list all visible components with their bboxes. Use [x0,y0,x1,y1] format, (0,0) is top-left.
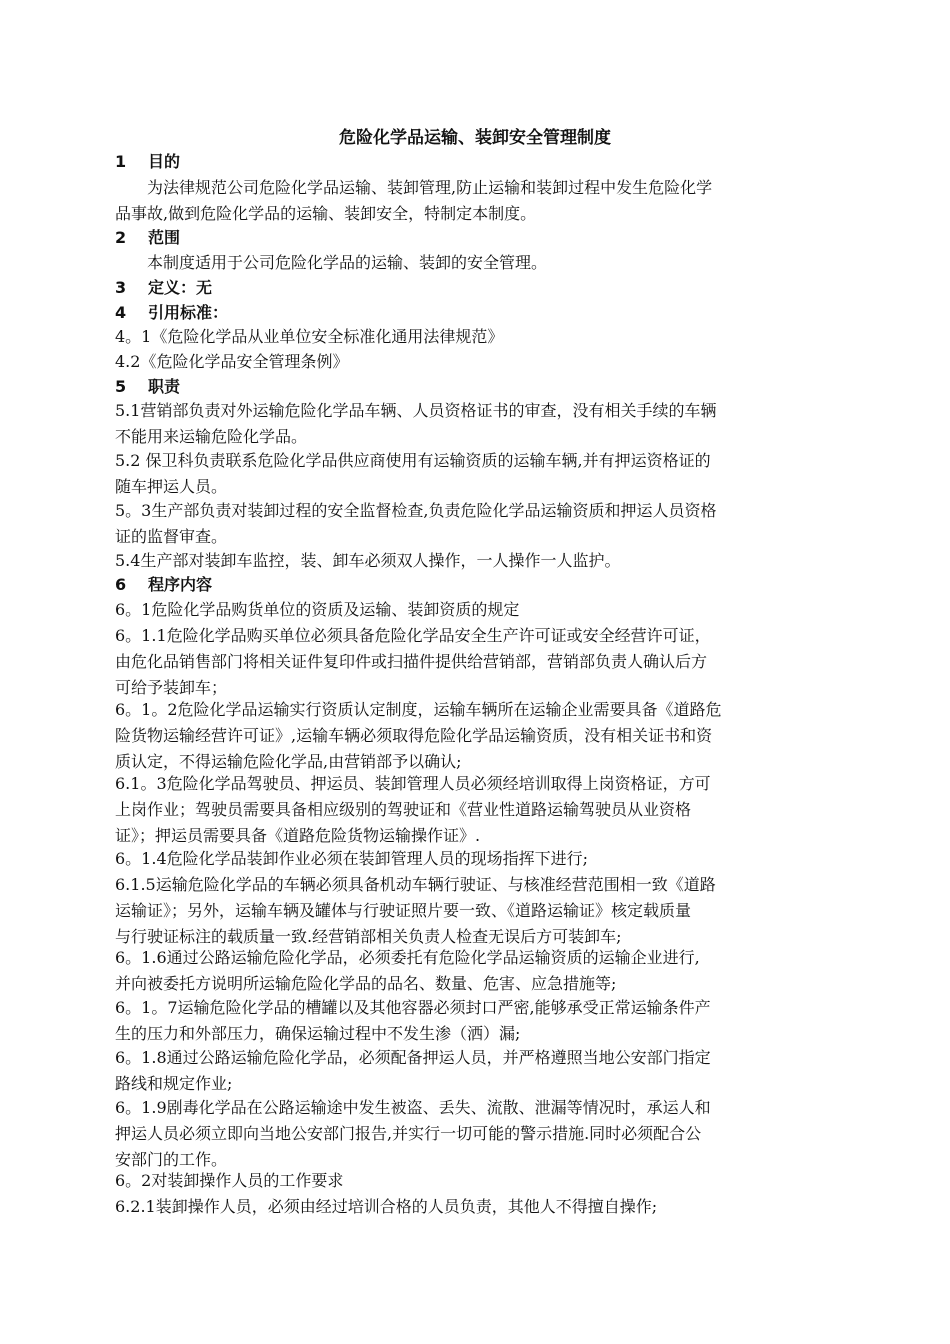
paragraph-5-4 [115,548,835,574]
paragraph-line: 6。1.1危险化学品购买单位必须具备危险化学品安全生产许可证或安全经营许可证， [115,626,711,645]
paragraph-line: 6。1。7运输危险化学品的槽罐以及其他容器必须封口严密,能够承受正常运输条件产 [115,998,711,1017]
paragraph-line: 质认定，不得运输危险化学品,由营销部予以确认; [115,752,462,771]
paragraph-line: 证的监督审查。 [115,527,228,546]
paragraph-line: 运输证》；另外，运输车辆及罐体与行驶证照片要一致、《道路运输证》核定载质量 [115,901,692,920]
paragraph-6-1-5 [115,872,835,950]
section-label: 目的 [148,152,181,171]
paragraph-line: 险货物运输经营许可证》,运输车辆必须取得危险化学品运输资质，没有相关证书和资 [115,726,713,745]
paragraph-line: 6。1.6通过公路运输危险化学品，必须委托有危险化学品运输资质的运输企业进行, [115,948,700,967]
section-number: 3 [115,278,127,297]
paragraph-line: 4.2《危险化学品安全管理条例》 [115,352,349,371]
paragraph-6-1-7 [115,995,835,1047]
paragraph-line: 由危化品销售部门将相关证件复印件或扫描件提供给营销部，营销部负责人确认后方 [115,652,708,671]
section-number: 2 [115,228,127,247]
paragraph-line: 证》；押运员需要具备《道路危险货物运输操作证》. [115,826,481,845]
paragraph-5-3 [115,498,835,550]
paragraph-line: 5.4生产部对装卸车监控，装、卸车必须双人操作，一人操作一人监护。 [115,551,621,570]
paragraph-6-1-6 [115,945,835,997]
paragraph-5-1 [115,398,835,450]
paragraph-6-1-3 [115,771,835,849]
paragraph-purpose [115,175,835,227]
paragraph-line: 为法律规范公司危险化学品运输、装卸管理,防止运输和装卸过程中发生危险化学 [115,178,713,197]
section-heading-definitions [115,275,212,301]
paragraph-6-1-8 [115,1045,835,1097]
paragraph-6-1-2 [115,697,835,775]
section-heading-responsibilities [115,374,180,400]
section-heading-purpose [115,149,180,175]
paragraph-6-2 [115,1168,835,1194]
paragraph-line: 随车押运人员。 [115,477,228,496]
paragraph-line: 6。1.9剧毒化学品在公路运输途中发生被盗、丢失、流散、泄漏等情况时，承运人和 [115,1098,711,1117]
paragraph-line: 6。1.4危险化学品装卸作业必须在装卸管理人员的现场指挥下进行; [115,849,589,868]
paragraph-line: 上岗作业；驾驶员需要具备相应级别的驾驶证和《营业性道路运输驾驶员从业资格 [115,800,692,819]
section-label: 职责 [148,377,181,396]
paragraph-4-2 [115,349,835,375]
section-number: 6 [115,575,127,594]
paragraph-6-2-1 [115,1194,835,1220]
section-number: 4 [115,303,127,322]
paragraph-line: 不能用来运输危险化学品。 [115,427,308,446]
section-number: 1 [115,152,127,171]
paragraph-line: 6。1.8通过公路运输危险化学品，必须配备押运人员，并严格遵照当地公安部门指定 [115,1048,711,1067]
section-heading-references [115,300,228,326]
paragraph-6-1-1 [115,623,835,701]
paragraph-6-1-9 [115,1095,835,1173]
paragraph-line: 5.2 保卫科负责联系危险化学品供应商使用有运输资质的运输车辆,并有押运资格证的 [115,451,711,470]
paragraph-6-1-4 [115,846,835,872]
section-label: 引用标准： [148,303,229,322]
paragraph-4-1 [115,324,835,350]
paragraph-line: 6。1。2危险化学品运输实行资质认定制度，运输车辆所在运输企业需要具备《道路危 [115,700,722,719]
section-label: 定义：无 [148,278,213,297]
section-heading-procedures [115,572,212,598]
paragraph-line: 5。3生产部负责对装卸过程的安全监督检查,负责危险化学品运输资质和押运人员资格 [115,501,717,520]
paragraph-line: 与行驶证标注的载质量一致.经营销部相关负责人检查无误后方可装卸车; [115,927,622,946]
paragraph-line: 6.1.5运输危险化学品的车辆必须具备机动车辆行驶证、与核准经营范围相一致《道路 [115,875,716,894]
paragraph-line: 安部门的工作。 [115,1150,228,1169]
section-label: 程序内容 [148,575,213,594]
paragraph-line: 4。1《危险化学品从业单位安全标准化通用法律规范》 [115,327,504,346]
paragraph-line: 生的压力和外部压力，确保运输过程中不发生渗（洒）漏; [115,1024,521,1043]
paragraph-line: 路线和规定作业; [115,1074,233,1093]
paragraph-line: 押运人员必须立即向当地公安部门报告,并实行一切可能的警示措施.同时必须配合公 [115,1124,702,1143]
document-title: 危险化学品运输、装卸安全管理制度 [339,128,611,148]
paragraph-line: 可给予装卸车； [115,678,228,697]
paragraph-line: 6。1危险化学品购货单位的资质及运输、装卸资质的规定 [115,600,520,619]
paragraph-6-1 [115,597,835,623]
paragraph-line: 并向被委托方说明所运输危险化学品的品名、数量、危害、应急措施等; [115,974,617,993]
paragraph-line: 6.1。3危险化学品驾驶员、押运员、装卸管理人员必须经培训取得上岗资格证，方可 [115,774,711,793]
paragraph-line: 5.1营销部负责对外运输危险化学品车辆、人员资格证书的审查，没有相关手续的车辆 [115,401,717,420]
section-label: 范围 [148,228,181,247]
paragraph-line: 本制度适用于公司危险化学品的运输、装卸的安全管理。 [115,253,548,272]
paragraph-5-2 [115,448,835,500]
section-number: 5 [115,377,127,396]
paragraph-line: 6。2对装卸操作人员的工作要求 [115,1171,344,1190]
section-heading-scope [115,225,180,251]
paragraph-line: 6.2.1装卸操作人员，必须由经过培训合格的人员负责，其他人不得擅自操作; [115,1197,658,1216]
paragraph-line: 品事故,做到危险化学品的运输、装卸安全，特制定本制度。 [115,204,537,223]
paragraph-scope [115,250,835,276]
